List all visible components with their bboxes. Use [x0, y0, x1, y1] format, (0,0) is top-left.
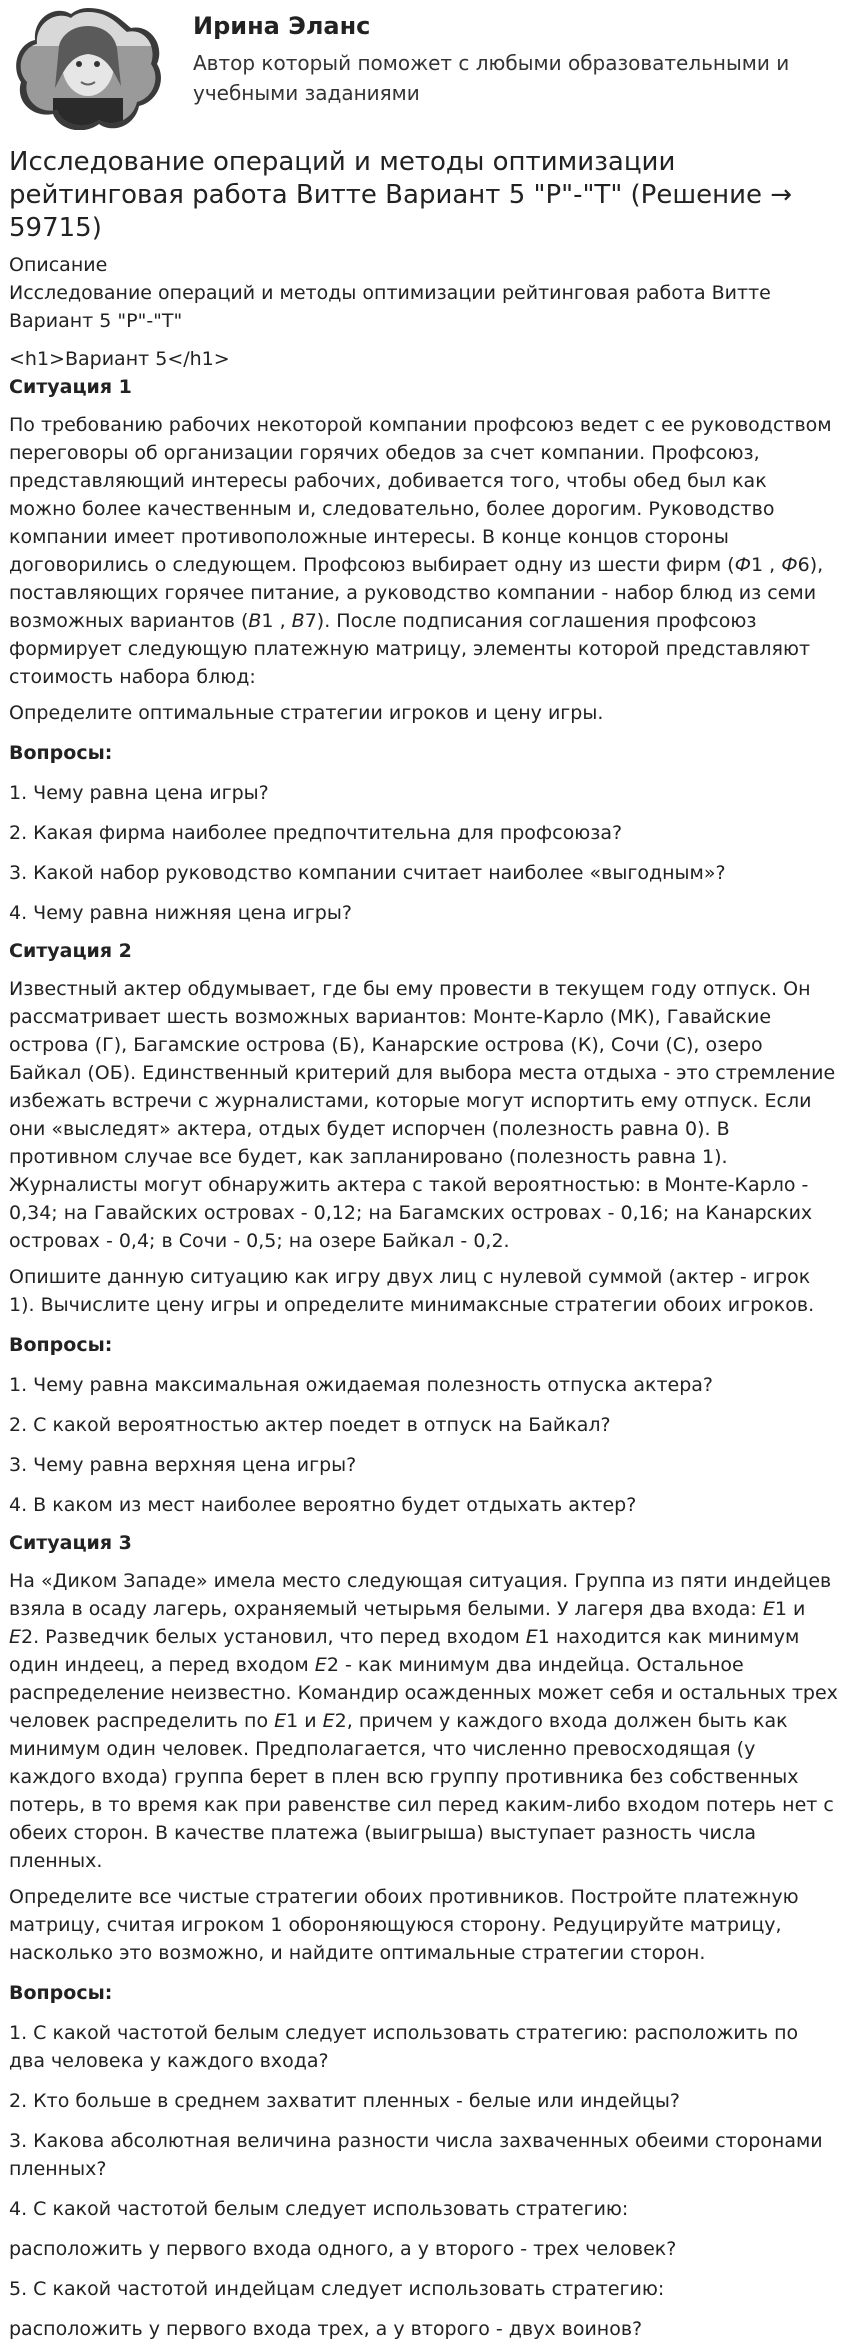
situation-3-question: 4. С какой частотой белым следует использовать стратегию:	[9, 2198, 629, 2220]
situation-2-question: 2. С какой вероятностью актер поедет в отпуск на Байкал?	[9, 1414, 611, 1436]
author-block	[9, 0, 838, 140]
situation-3-questions-label: Вопросы:	[9, 1982, 113, 2004]
situation-2-question: 4. В каком из мест наиболее вероятно будет отдыхать актер?	[9, 1494, 637, 1516]
situation-3-question: 1. С какой частотой белым следует использовать стратегию: расположить по два человека у каждого входа?	[9, 2022, 799, 2072]
situation-2-questions-label: Вопросы:	[9, 1334, 113, 1356]
author-name[interactable]: Ирина Эланс	[193, 12, 371, 40]
raw-heading-text: <h1>Вариант 5</h1>	[9, 348, 230, 370]
situation-1-question: 3. Какой набор руководство компании считает наиболее «выгодным»?	[9, 862, 726, 884]
situation-2-question: 1. Чему равна максимальная ожидаемая полезность отпуска актера?	[9, 1374, 714, 1396]
author-description: Автор который поможет с любыми образовательными и учебными заданиями	[193, 51, 790, 105]
situation-2-title: Ситуация 2	[9, 940, 132, 962]
situation-1-question: 2. Какая фирма наиболее предпочтительна для профсоюза?	[9, 822, 623, 844]
situation-3-title: Ситуация 3	[9, 1532, 132, 1554]
avatar-image	[15, 6, 161, 130]
author-avatar[interactable]	[15, 6, 161, 130]
situation-3-question: 3. Какова абсолютная величина разности числа захваченных обеими сторонами пленных?	[9, 2130, 823, 2180]
situation-2-paragraph: Известный актер обдумывает, где бы ему провести в текущем году отпуск. Он рассматривает шесть возможных вариантов: Монте-Карло (МК), Гавайские острова (Г), Багамские острова (Б), Канарские острова (К), Сочи (С), озеро Байкал (ОБ). Единственный критерий для выбора места отдыха - это стремление избежать встречи с журналистами, которые могут испортить ему отпуск. Если они «выследят» актера, отдых будет испорчен (полезность равна 0). В противном случае все будет, как запланировано (полезность равна 1). Журналисты могут обнаружить актера с такой вероятностью: в Монте-Карло - 0,34; на Гавайских островах - 0,12; на Багамских островах - 0,16; на Канарских островах - 0,4; в Сочи - 0,5; на озере Байкал - 0,2.	[9, 978, 836, 1252]
situation-1-task: Определите оптимальные стратегии игроков и цену игры.	[9, 702, 604, 724]
situation-1-questions-label: Вопросы:	[9, 742, 113, 764]
situation-1-question: 1. Чему равна цена игры?	[9, 782, 269, 804]
situation-2-task: Опишите данную ситуацию как игру двух лиц с нулевой суммой (актер - игрок 1). Вычислите цену игры и определите минимаксные стратегии обоих игроков.	[9, 1266, 815, 1316]
description-label: Описание	[9, 254, 108, 276]
situation-3-paragraph: На «Диком Западе» имела место следующая ситуация. Группа из пяти индейцев взяла в осаду лагерь, охраняемый четырьмя белыми. У лагеря два входа: E1 и E2. Разведчик белых установил, что перед входом E1 находится как минимум один индеец, а перед входом E2 - как минимум два индейца. Остальное распределение неизвестно. Командир осажденных может себя и остальных трех человек распределить по E1 и E2, причем у каждого входа должен быть как минимум один человек. Предполагается, что численно превосходящая (у каждого входа) группа берет в плен всю группу противника без собственных потерь, в то время как при равенстве сил перед каким-либо входом потерь нет с обеих сторон. В качестве платежа (выигрыша) выступает разность числа пленных.	[9, 1570, 838, 1872]
situation-1-question: 4. Чему равна нижняя цена игры?	[9, 902, 352, 924]
situation-3-question: 2. Кто больше в среднем захватит пленных - белые или индейцы?	[9, 2090, 681, 2112]
description-text: Исследование операций и методы оптимизации рейтинговая работа Витте Вариант 5 "Р"-"Т"	[9, 282, 771, 332]
page-title: Исследование операций и методы оптимизации рейтинговая работа Витте Вариант 5 "Р"-"Т" (Решение → 59715)	[9, 147, 793, 243]
situation-2-question: 3. Чему равна верхняя цена игры?	[9, 1454, 357, 1476]
situation-3-question: 5. С какой частотой индейцам следует использовать стратегию:	[9, 2278, 665, 2300]
situation-3-question-cont: расположить у первого входа трех, а у второго - двух воинов?	[9, 2318, 643, 2340]
situation-3-question-cont: расположить у первого входа одного, а у второго - трех человек?	[9, 2238, 677, 2260]
situation-1-title: Ситуация 1	[9, 376, 132, 398]
situation-1-paragraph: По требованию рабочих некоторой компании профсоюз ведет с ее руководством переговоры об организации горячих обедов за счет компании. Профсоюз, представляющий интересы рабочих, добивается того, чтобы обед был как можно более качественным и, следовательно, более дорогим. Руководство компании имеет противоположные интересы. В конце концов стороны договорились о следующем. Профсоюз выбирает одну из шести фирм (Ф1 , Ф6), поставляющих горячее питание, а руководство компании - набор блюд из семи возможных вариантов (B1 , B7). После подписания соглашения профсоюз формирует следующую платежную матрицу, элементы которой представляют стоимость набора блюд:	[9, 414, 832, 688]
situation-3-task: Определите все чистые стратегии обоих противников. Постройте платежную матрицу, считая игроком 1 обороняющуюся сторону. Редуцируйте матрицу, насколько это возможно, и найдите оптимальные стратегии сторон.	[9, 1886, 799, 1964]
